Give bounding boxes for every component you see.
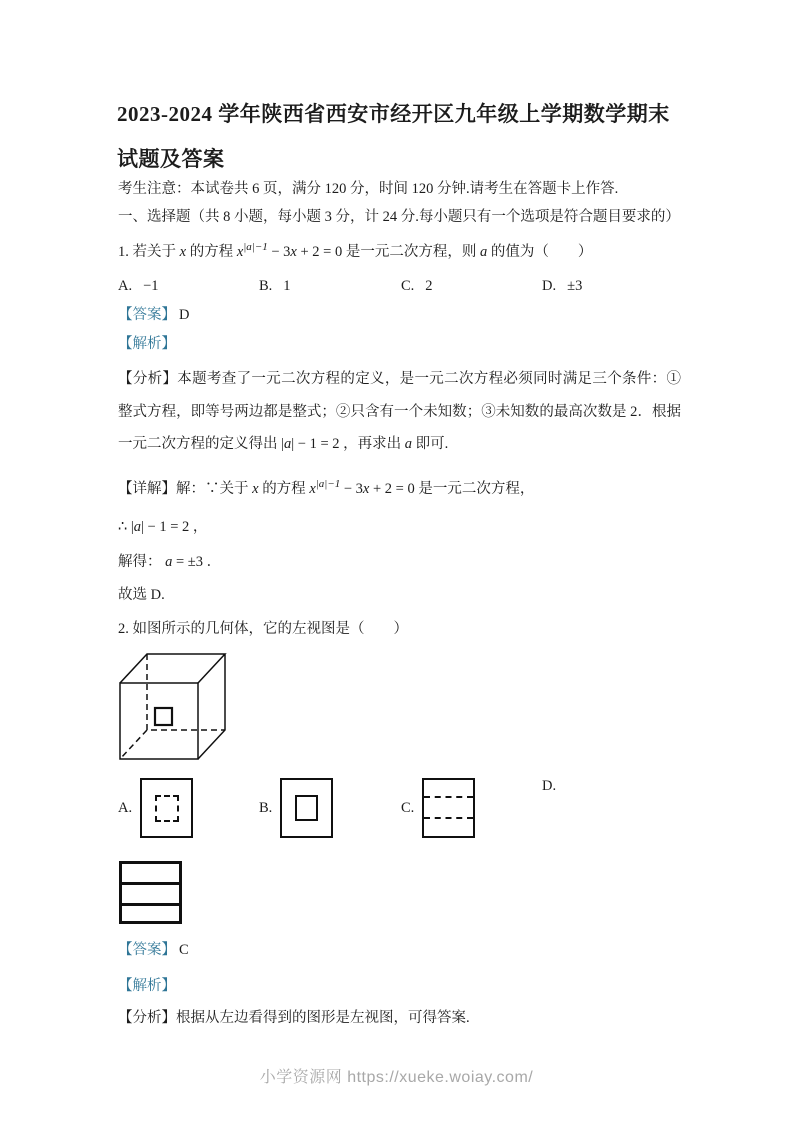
q1-conclusion-line: 故选 D. — [118, 587, 165, 603]
section-heading: 一、选择题（共 8 小题，每小题 3 分，计 24 分.每小题只有一个选项是符合题目要求的） — [118, 209, 680, 225]
dashed-line — [424, 796, 473, 798]
option-label: A. — [118, 799, 133, 816]
q1-jiexi-label: 【解析】 — [118, 336, 176, 352]
divider-line — [122, 903, 179, 906]
option-label: B. — [259, 278, 273, 294]
dashed-line — [424, 817, 473, 819]
q2-answer-line — [118, 939, 189, 962]
divider-line — [122, 882, 179, 885]
answer-label: 【答案】 — [118, 942, 176, 958]
q2-option-c — [401, 778, 475, 838]
option-label: A. — [118, 278, 133, 294]
q1-detail-line: 【详解】解：∵关于 x 的方程 $x^{|a|-1} - 3x + 2 = 0$ 是一元二次方程， — [118, 478, 535, 497]
footer-text: 小学资源网 https://xueke.woiay.com/ — [259, 1069, 534, 1086]
notice-line: 考生注意：本试卷共 6 页，满分 120 分，时间 120 分钟.请考生在答题卡上作答. — [118, 181, 619, 197]
q2-option-b — [259, 778, 333, 838]
option-value: −1 — [143, 278, 159, 294]
doc-title — [117, 92, 717, 182]
option-b-figure — [280, 778, 333, 838]
q1-solve-line: 解得： a = ±3 ． — [118, 554, 222, 570]
answer-value: C — [179, 942, 189, 958]
q1-option-c — [401, 275, 433, 298]
title-line-1: 2023-2024 学年陕西省西安市经开区九年级上学期数学期末 — [117, 102, 670, 126]
option-value: 1 — [283, 278, 291, 294]
option-label: C. — [401, 278, 415, 294]
q2-option-d — [542, 778, 556, 795]
dashed-inner-square — [155, 795, 179, 822]
option-label: C. — [401, 799, 415, 816]
q2-option-d-figure — [119, 861, 182, 924]
solid-inner-square — [295, 795, 318, 821]
q2-option-a — [118, 778, 193, 838]
title-line-2: 试题及答案 — [117, 147, 225, 171]
q2-analysis-line: 【分析】根据从左边看得到的图形是左视图，可得答案. — [118, 1010, 470, 1026]
q1-therefore-line: ∴ |a| − 1 = 2 ， — [118, 519, 208, 535]
q1-option-d — [542, 275, 582, 298]
option-value: ±3 — [567, 278, 583, 294]
q1-analysis-paragraph: 【分析】本题考查了一元二次方程的定义，是一元二次方程必须同时满足三个条件：①整式方程，即等号两边都是整式；②只含有一个未知数；③未知数的最高次数是 2．根据一元二次方程的定义得出 |a| − 1 = 2 ，再求出 a 即可. — [118, 371, 681, 452]
answer-label: 【答案】 — [118, 307, 176, 323]
answer-value: D — [179, 307, 190, 323]
q1-answer-line — [118, 304, 189, 327]
option-label: B. — [259, 799, 273, 816]
option-c-figure — [422, 778, 475, 838]
option-label: D. — [542, 278, 557, 294]
q2-jiexi-label: 【解析】 — [118, 978, 176, 994]
option-a-figure — [140, 778, 193, 838]
question-1-stem: 1. 若关于 x 的方程 $x^{|a|-1} - 3x + 2 = 0$ 是一元二次方程，则 a 的值为（ ） — [118, 241, 593, 260]
cube-figure — [116, 648, 230, 766]
q1-option-b — [259, 275, 291, 298]
q1-option-a — [118, 275, 159, 298]
option-label: D. — [542, 778, 557, 794]
cube-hole-square — [155, 708, 172, 725]
page-footer — [0, 1064, 793, 1087]
option-value: 2 — [425, 278, 433, 294]
question-2-stem: 2. 如图所示的几何体，它的左视图是（ ） — [118, 621, 408, 637]
